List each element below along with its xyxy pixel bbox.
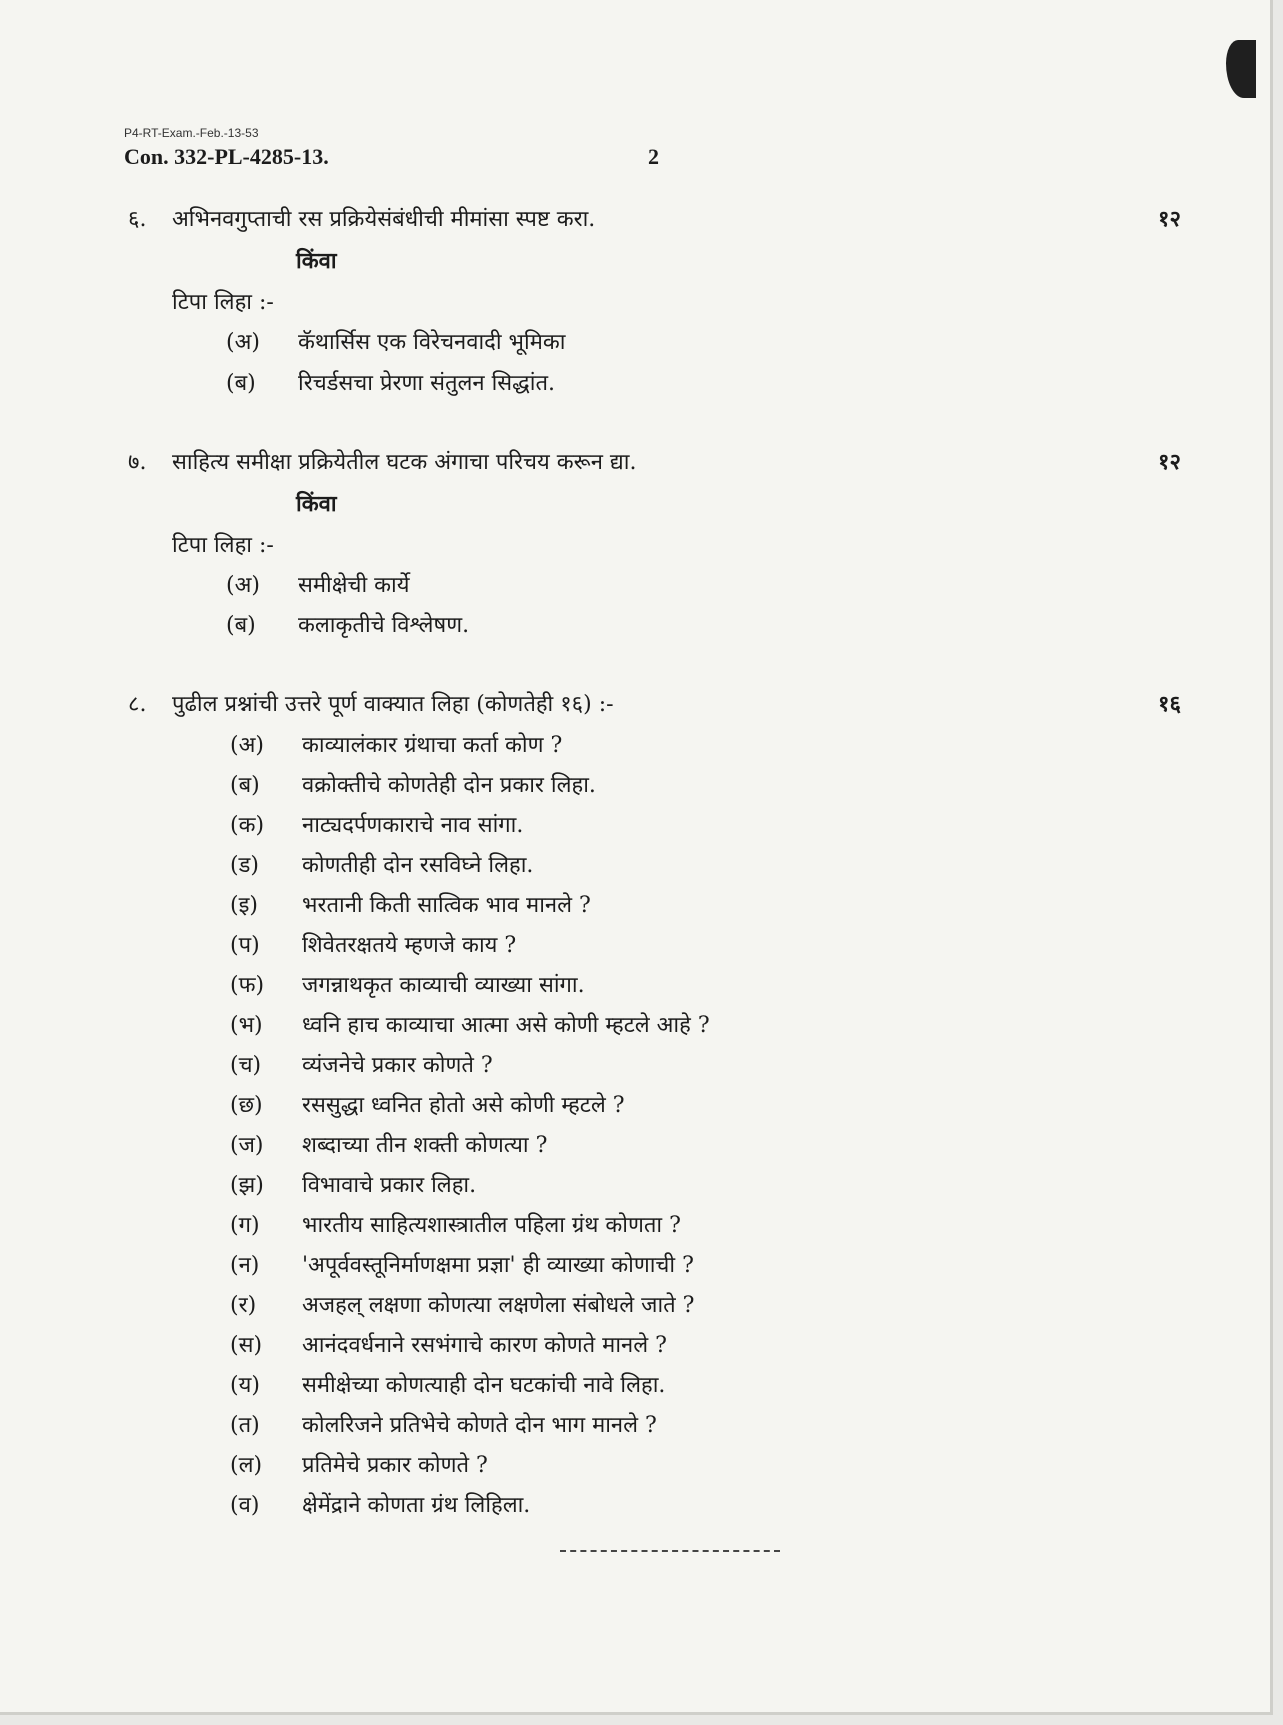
or-label: किंवा <box>296 491 337 517</box>
sub-item <box>226 326 565 356</box>
sub-text: रिचर्डसचा प्रेरणा संतुलन सिद्धांत. <box>298 371 555 396</box>
sub-label: (ज) <box>230 1133 264 1158</box>
sub-label: (ड) <box>230 853 259 878</box>
sub-text: प्रतिमेचे प्रकार कोणते ? <box>302 1453 488 1478</box>
sub-label: (य) <box>230 1373 260 1398</box>
sub-label: (ग) <box>230 1213 260 1238</box>
sub-text: जगन्नाथकृत काव्याची व्याख्या सांगा. <box>302 973 585 998</box>
sub-text: विभावाचे प्रकार लिहा. <box>302 1173 477 1198</box>
sub-label: (झ) <box>230 1173 264 1198</box>
sub-text: ध्वनि हाच काव्याचा आत्मा असे कोणी म्हटले आहे ? <box>302 1013 710 1038</box>
sub-text: समीक्षेच्या कोणत्याही दोन घटकांची नावे लिहा. <box>302 1373 666 1398</box>
sub-item <box>230 1129 547 1159</box>
sub-item <box>230 1009 710 1039</box>
sub-text: वक्रोक्तीचे कोणतेही दोन प्रकार लिहा. <box>302 773 596 798</box>
sub-item <box>230 729 562 759</box>
sub-label: (च) <box>230 1053 262 1078</box>
sub-item <box>230 889 591 919</box>
sub-label: (भ) <box>230 1013 263 1038</box>
sub-text: शब्दाच्या तीन शक्ती कोणत्या ? <box>302 1133 548 1158</box>
sub-label: (फ) <box>230 973 265 998</box>
question-number: ६. <box>128 207 147 232</box>
sub-text: क्षेमेंद्राने कोणता ग्रंथ लिहिला. <box>302 1493 531 1518</box>
sub-item <box>230 1489 530 1519</box>
question-8-marks: १६ <box>1158 691 1181 717</box>
sub-label: (र) <box>230 1293 257 1318</box>
sub-text: आनंदवर्धनाने रसभंगाचे कारण कोणते मानले ? <box>302 1333 667 1358</box>
sub-label: (अ) <box>230 733 264 758</box>
sub-item <box>230 1329 667 1359</box>
sub-item <box>230 969 585 999</box>
sub-label: (अ) <box>226 573 260 598</box>
sub-text: कोलरिजने प्रतिभेचे कोणते दोन भाग मानले ? <box>302 1413 657 1438</box>
sub-label: (छ) <box>230 1093 263 1118</box>
sub-text: समीक्षेची कार्ये <box>298 573 410 598</box>
con-number: Con. 332-PL-4285-13. <box>124 144 329 169</box>
exam-code: P4-RT-Exam.-Feb.-13-53 <box>124 126 259 140</box>
question-number: ७. <box>128 450 147 475</box>
page-number: 2 <box>648 144 659 169</box>
sub-text: व्यंजनेचे प्रकार कोणते ? <box>302 1053 493 1078</box>
question-text: अभिनवगुप्ताची रस प्रक्रियेसंबंधीची मीमांसा स्पष्ट करा. <box>172 207 596 232</box>
sub-label: (ब) <box>226 613 256 638</box>
sub-text: कोणतीही दोन रसविघ्ने लिहा. <box>302 853 534 878</box>
sub-label: (प) <box>230 933 260 958</box>
question-8 <box>128 688 614 718</box>
sub-text: रससुद्धा ध्वनित होतो असे कोणी म्हटले ? <box>302 1093 625 1118</box>
sub-item <box>230 809 523 839</box>
sub-label: (ब) <box>230 773 260 798</box>
question-6-marks: १२ <box>1158 206 1181 232</box>
sub-text: अजहल् लक्षणा कोणत्या लक्षणेला संबोधले जाते ? <box>302 1293 695 1318</box>
sub-item <box>230 769 596 799</box>
notes-instruction: टिपा लिहा :- <box>172 290 274 315</box>
sub-text: नाट्यदर्पणकाराचे नाव सांगा. <box>302 813 524 838</box>
question-7 <box>128 446 637 476</box>
sub-item <box>230 1409 657 1439</box>
sub-item <box>230 1369 665 1399</box>
sub-text: कलाकृतीचे विश्लेषण. <box>298 613 470 638</box>
sub-label: (अ) <box>226 330 260 355</box>
sub-item <box>230 1289 694 1319</box>
sub-label: (क) <box>230 813 265 838</box>
sub-label: (ब) <box>226 371 256 396</box>
sub-text: भारतीय साहित्यशास्त्रातील पहिला ग्रंथ कोणता ? <box>302 1213 681 1238</box>
sub-text: 'अपूर्ववस्तूनिर्माणक्षमा प्रज्ञा' ही व्याख्या कोणाची ? <box>302 1253 694 1278</box>
sub-item <box>226 569 410 599</box>
sub-item <box>230 929 516 959</box>
sub-label: (न) <box>230 1253 260 1278</box>
sub-label: (त) <box>230 1413 260 1438</box>
sub-item <box>230 1449 488 1479</box>
sub-label: (स) <box>230 1333 263 1358</box>
sub-label: (व) <box>230 1493 260 1518</box>
or-label: किंवा <box>296 248 337 274</box>
question-7-marks: १२ <box>1158 449 1181 475</box>
sub-item <box>226 367 555 397</box>
sub-text: शिवेतरक्षतये म्हणजे काय ? <box>302 933 517 958</box>
end-divider <box>560 1550 780 1552</box>
sub-item <box>230 1049 493 1079</box>
sub-item <box>230 1169 476 1199</box>
sub-item <box>226 609 469 639</box>
notes-instruction: टिपा लिहा :- <box>172 533 274 558</box>
sub-label: (इ) <box>230 893 258 918</box>
sub-text: कॅथार्सिस एक विरेचनवादी भूमिका <box>298 330 566 355</box>
question-6 <box>128 203 595 233</box>
question-text: पुढील प्रश्नांची उत्तरे पूर्ण वाक्यात लिहा (कोणतेही १६) :- <box>172 692 614 717</box>
question-number: ८. <box>128 692 147 717</box>
sub-item <box>230 1249 694 1279</box>
sub-label: (ल) <box>230 1453 263 1478</box>
sub-item <box>230 849 533 879</box>
sub-text: भरतानी किती सात्विक भाव मानले ? <box>302 893 591 918</box>
sub-item <box>230 1209 681 1239</box>
question-text: साहित्य समीक्षा प्रक्रियेतील घटक अंगाचा परिचय करून द्या. <box>172 450 637 475</box>
scan-mark <box>1226 40 1256 98</box>
sub-item <box>230 1089 625 1119</box>
sub-text: काव्यालंकार ग्रंथाचा कर्ता कोण ? <box>302 733 563 758</box>
